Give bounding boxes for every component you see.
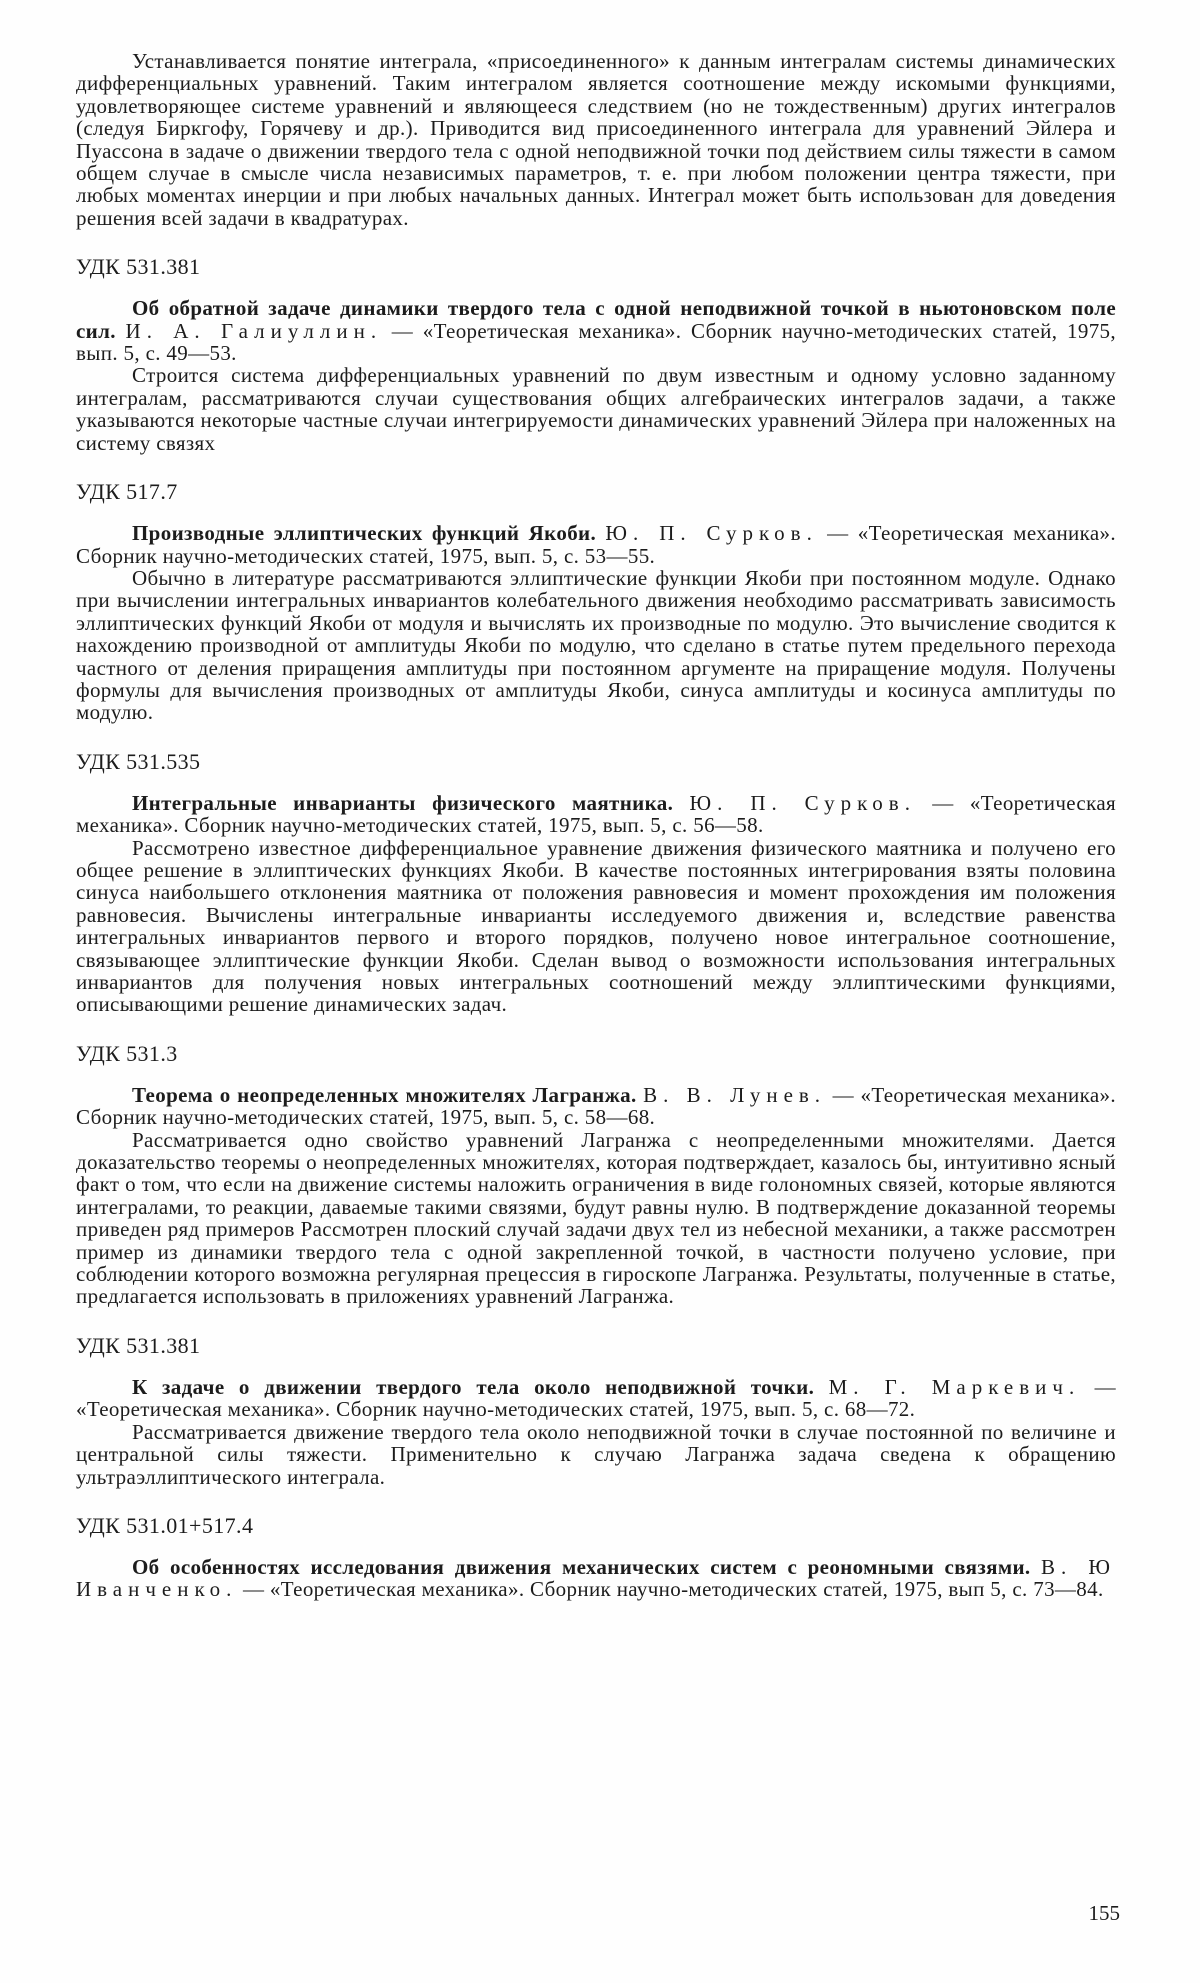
bibliography-entry bbox=[76, 1514, 1116, 1601]
entry-abstract: Рассматривается одно свойство уравнений Лагранжа с неопределенными множителями. Дается доказательство теоремы о неопределенных множителях, которая подтверждает, казалось бы, интуитивно ясный факт о том, что если на движение системы наложить ограничения в виде голономных связей, которые являются интегралами, то реакции, даваемые такими связями, будут равны нулю. В подтверждение доказанной теоремы приведен ряд примеров Рассмотрен плоский случай задачи двух тел из небесной механики, а также рассмотрен пример из динамики твердого тела с одной закрепленной точкой, в частности получено условие, при соблюдении которого возможна регулярная прецессия в гироскопе Лагранжа. Результаты, полученные в статье, предлагается использовать в приложениях уравнений Лагранжа. bbox=[76, 1127, 1116, 1309]
entry-author: И. А. Галиуллин. bbox=[125, 318, 383, 343]
entry-title: Теорема о неопределенных множителях Лагранжа. bbox=[132, 1082, 637, 1107]
udk-code: УДК 531.381 bbox=[76, 254, 201, 280]
entry-abstract: Рассмотрено известное дифференциальное уравнение движения физического маятника и получено его общее решение в эллиптических функциях Якоби. В качестве постоянных интегрирования взяты половина синуса наибольшего отклонения маятника от положения равновесия и момент прохождения им положения равновесия. Вычислены интегральные инварианты исследуемого движения и, вследствие равенства интегральных инвариантов первого и второго порядков, получено новое интегральное соотношение, связывающее эллиптические функции Якоби. Сделан вывод о возможности использования интегральных инвариантов для получения новых интегральных соотношений между эллиптическими функциями, описывающими решение динамических задач. bbox=[76, 835, 1116, 1017]
bibliography-entry bbox=[76, 480, 1116, 724]
entry-source: — «Теоретическая механика». Сборник научно-методических статей, 1975, вып. 5, с. 49—53. bbox=[76, 318, 1116, 366]
udk-code: УДК 531.381 bbox=[76, 1332, 201, 1358]
entry-title: Интегральные инварианты физического маятника. bbox=[132, 790, 674, 815]
entry-source: — «Теоретическая механика». Сборник научно-методических статей, 1975, вып. 5, с. 53—55. bbox=[76, 521, 1116, 568]
entry-source: — «Теоретическая механика». Сборник научно-методических статей, 1975, вып. 5, с. 58—68. bbox=[76, 1082, 1116, 1130]
entry-abstract: Строится система дифференциальных уравнений по двум известным и одному условно заданному интегралам, рассматриваются случаи существования общих алгебраических интегралов задачи, а также указываются некоторые частные случаи интегрируемости динамических уравнений Эйлера при наложенных на систему связях bbox=[76, 363, 1116, 455]
entry-citation bbox=[76, 1084, 1116, 1129]
entry-author: М. Г. Маркевич. bbox=[828, 1374, 1081, 1399]
bibliography-entry bbox=[76, 750, 1116, 1016]
bibliography-entry bbox=[76, 1334, 1116, 1488]
entry-author: В. В. Лунев. bbox=[643, 1082, 827, 1107]
entry-abstract: Обычно в литературе рассматриваются эллиптические функции Якоби при постоянном модуле. Однако при вычислении интегральных инвариантов колебательного движения необходимо рассматривать зависимость эллиптических функций Якоби от модуля и вычислять их производные по модулю. Это вычисление сводится к нахождению производной от амплитуды Якоби по модулю, что сделано в статье путем предельного перехода частного от деления приращения амплитуды при постоянном аргументе на приращение модуля. Получены формулы для вычисления производных от амплитуды Якоби, синуса амплитуды и косинуса амплитуды по модулю. bbox=[76, 565, 1116, 725]
entry-source: — «Теоретическая механика». Сборник научно-методических статей, 1975, вып. 5, с. 56—58. bbox=[76, 790, 1117, 838]
udk-code: УДК 531.01+517.4 bbox=[76, 1512, 254, 1538]
entry-citation bbox=[76, 522, 1116, 567]
entry-abstract: Рассматривается движение твердого тела около неподвижной точки в случае постоянной по величине и центральной силы тяжести. Применительно к случаю Лагранжа задача сведена к обращению ультраэллиптического интеграла. bbox=[76, 1419, 1116, 1489]
udk-code: УДК 531.535 bbox=[76, 748, 201, 774]
udk-code: УДК 517.7 bbox=[76, 479, 178, 505]
intro-abstract: Устанавливается понятие интеграла, «присоединенного» к данным интегралам системы динамических дифференциальных уравнений. Таким интегралом является соотношение между искомыми функциями, удовлетворяющее системе уравнений и являющееся следствием (но не тождественным) других интегралов (следуя Биркгофу, Горячеву и др.). Приводится вид присоединенного интеграла для уравнений Эйлера и Пуассона в задаче о движении твердого тела с одной неподвижной точки под действием силы тяжести в самом общем случае в смысле числа независимых параметров, т. е. при любом положении центра тяжести, при любых моментах инерции и при любых начальных данных. Интеграл может быть использован для доведения решения всей задачи в квадратурах. bbox=[76, 49, 1116, 230]
entry-citation bbox=[76, 297, 1116, 364]
entry-citation bbox=[76, 792, 1116, 837]
entry-title: Об обратной задаче динамики твердого тела с одной неподвижной точкой в ньютоновском поле сил. bbox=[76, 296, 1116, 343]
entry-title: К задаче о движении твердого тела около неподвижной точки. bbox=[132, 1374, 815, 1399]
udk-code: УДК 531.3 bbox=[76, 1040, 178, 1066]
entry-author: В. Ю Иванченко. bbox=[76, 1554, 1117, 1602]
page-number: 155 bbox=[1088, 1901, 1120, 1925]
entry-citation bbox=[76, 1376, 1116, 1421]
entry-source: — «Теоретическая механика». Сборник научно-методических статей, 1975, вып 5, с. 73—84. bbox=[242, 1577, 1104, 1602]
entry-title: Об особенностях исследования движения механических систем с реономными связями. bbox=[132, 1554, 1031, 1579]
entry-source: — «Теоретическая механика». Сборник научно-методических статей, 1975, вып. 5, с. 68—72. bbox=[76, 1374, 1116, 1422]
entry-citation bbox=[76, 1556, 1116, 1601]
bibliography-entry bbox=[76, 255, 1116, 454]
entry-author: Ю. П. Сурков. bbox=[605, 521, 818, 546]
entry-author: Ю. П. Сурков. bbox=[689, 790, 916, 815]
bibliography-entry bbox=[76, 1042, 1116, 1308]
entry-title: Производные эллиптических функций Якоби. bbox=[132, 521, 597, 546]
